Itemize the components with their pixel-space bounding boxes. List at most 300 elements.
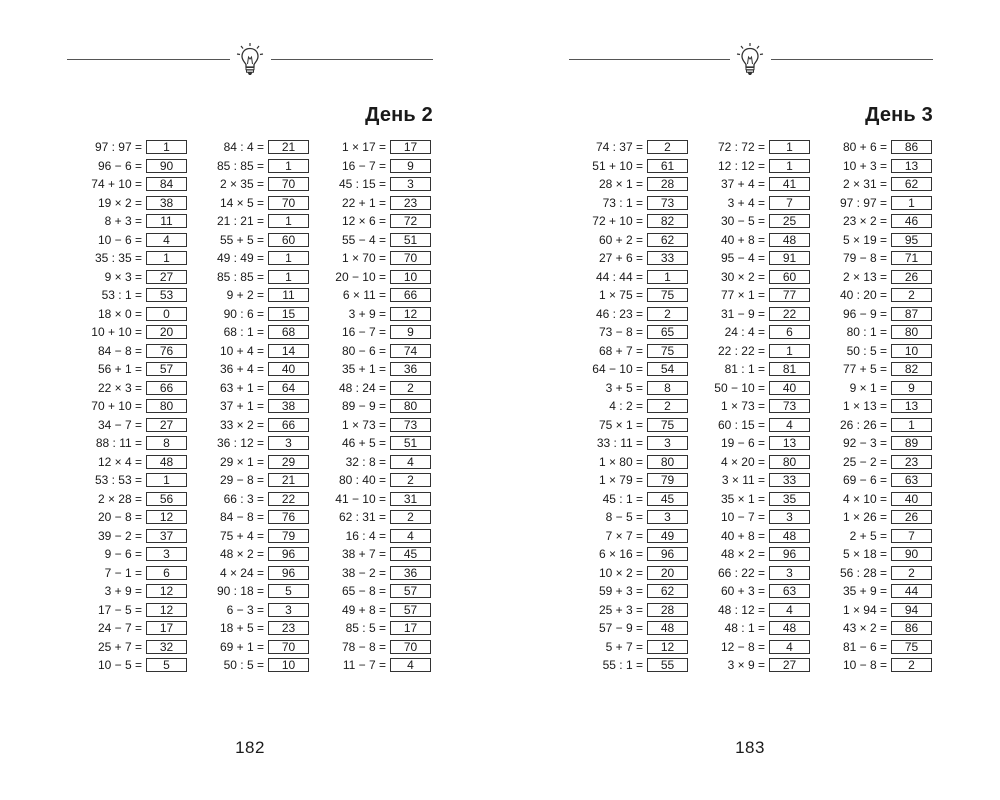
exercise-row xyxy=(679,397,810,416)
exercise-row xyxy=(56,175,187,194)
answer-box: 82 xyxy=(647,214,688,228)
exercise-expression: 84 − 8 = xyxy=(97,343,142,358)
answer-box: 77 xyxy=(769,288,810,302)
answer-box: 65 xyxy=(647,325,688,339)
answer-box: 12 xyxy=(146,584,187,598)
exercise-row xyxy=(679,268,810,287)
exercise-row xyxy=(679,342,810,361)
answer-box: 80 xyxy=(146,399,187,413)
exercise-row xyxy=(801,138,932,157)
answer-box: 13 xyxy=(769,436,810,450)
exercise-expression: 9 − 6 = xyxy=(104,547,142,562)
answer-box: 3 xyxy=(268,603,309,617)
exercise-row xyxy=(56,268,187,287)
exercise-row xyxy=(56,527,187,546)
exercise-row xyxy=(178,249,309,268)
answer-box: 1 xyxy=(769,140,810,154)
answer-box: 1 xyxy=(891,418,932,432)
answer-box: 2 xyxy=(390,473,431,487)
exercise-expression: 85 : 85 = xyxy=(216,158,264,173)
exercise-expression: 7 − 1 = xyxy=(104,565,142,580)
exercise-expression: 5 × 19 = xyxy=(842,232,887,247)
exercise-expression: 1 × 70 = xyxy=(341,251,386,266)
answer-box: 2 xyxy=(647,307,688,321)
exercise-expression: 26 : 26 = xyxy=(839,417,887,432)
exercise-row xyxy=(178,138,309,157)
exercise-expression: 1 × 73 = xyxy=(341,417,386,432)
exercise-row xyxy=(300,416,431,435)
answer-box: 3 xyxy=(769,510,810,524)
exercise-expression: 11 − 7 = xyxy=(342,658,386,673)
answer-box: 45 xyxy=(647,492,688,506)
exercise-expression: 57 − 9 = xyxy=(598,621,643,636)
answer-box: 36 xyxy=(390,362,431,376)
exercise-expression: 92 − 3 = xyxy=(842,436,887,451)
exercise-expression: 9 + 2 = xyxy=(226,288,264,303)
exercise-row xyxy=(557,619,688,638)
exercise-row xyxy=(178,360,309,379)
exercise-expression: 25 + 7 = xyxy=(97,639,142,654)
exercise-expression: 1 × 94 = xyxy=(842,602,887,617)
exercise-row xyxy=(300,379,431,398)
exercise-row xyxy=(557,323,688,342)
exercise-row xyxy=(801,508,932,527)
exercise-expression: 16 : 4 = xyxy=(345,528,386,543)
exercise-expression: 53 : 1 = xyxy=(101,288,142,303)
exercise-expression: 3 + 9 = xyxy=(348,306,386,321)
exercise-expression: 53 : 53 = xyxy=(94,473,142,488)
answer-box: 41 xyxy=(769,177,810,191)
exercise-row xyxy=(801,453,932,472)
answer-box: 2 xyxy=(647,140,688,154)
exercise-row xyxy=(801,564,932,583)
exercise-row xyxy=(679,175,810,194)
exercise-row xyxy=(56,582,187,601)
exercise-expression: 35 + 1 = xyxy=(341,362,386,377)
answer-box: 94 xyxy=(891,603,932,617)
exercise-expression: 2 × 35 = xyxy=(219,177,264,192)
exercise-expression: 51 + 10 = xyxy=(592,158,643,173)
answer-box: 11 xyxy=(268,288,309,302)
exercise-row xyxy=(801,212,932,231)
exercise-expression: 66 : 22 = xyxy=(717,565,765,580)
exercise-row xyxy=(679,508,810,527)
answer-box: 15 xyxy=(268,307,309,321)
answer-box: 44 xyxy=(891,584,932,598)
exercise-row xyxy=(178,286,309,305)
exercise-expression: 23 × 2 = xyxy=(842,214,887,229)
day-title: День 3 xyxy=(865,104,933,126)
answer-box: 36 xyxy=(390,566,431,580)
exercise-expression: 25 − 2 = xyxy=(842,454,887,469)
exercise-row xyxy=(557,453,688,472)
exercise-expression: 12 − 8 = xyxy=(720,639,765,654)
answer-box: 70 xyxy=(268,640,309,654)
exercise-expression: 56 + 1 = xyxy=(97,362,142,377)
answer-box: 40 xyxy=(769,381,810,395)
exercise-row xyxy=(679,527,810,546)
exercise-row xyxy=(178,268,309,287)
exercise-row xyxy=(178,601,309,620)
exercise-row xyxy=(801,268,932,287)
exercise-row xyxy=(801,582,932,601)
exercise-expression: 18 + 5 = xyxy=(219,621,264,636)
exercise-expression: 75 × 1 = xyxy=(598,417,643,432)
answer-box: 96 xyxy=(647,547,688,561)
answer-box: 80 xyxy=(390,399,431,413)
answer-box: 53 xyxy=(146,288,187,302)
exercise-row xyxy=(56,564,187,583)
exercise-expression: 36 : 12 = xyxy=(216,436,264,451)
exercise-row xyxy=(56,545,187,564)
answer-box: 33 xyxy=(647,251,688,265)
answer-box: 70 xyxy=(390,640,431,654)
exercise-row xyxy=(801,638,932,657)
answer-box: 75 xyxy=(647,418,688,432)
exercise-row xyxy=(300,601,431,620)
exercise-expression: 22 + 1 = xyxy=(341,195,386,210)
answer-box: 66 xyxy=(268,418,309,432)
answer-box: 90 xyxy=(146,159,187,173)
exercise-expression: 90 : 6 = xyxy=(223,306,264,321)
exercise-expression: 10 × 2 = xyxy=(598,565,643,580)
exercise-row xyxy=(801,471,932,490)
exercise-row xyxy=(801,360,932,379)
answer-box: 13 xyxy=(891,159,932,173)
exercise-row xyxy=(801,601,932,620)
exercise-expression: 85 : 5 = xyxy=(345,621,386,636)
exercise-column-2 xyxy=(679,138,810,675)
answer-box: 61 xyxy=(647,159,688,173)
exercise-row xyxy=(679,656,810,675)
exercise-row xyxy=(557,656,688,675)
answer-box: 28 xyxy=(647,603,688,617)
exercise-column-2 xyxy=(178,138,309,675)
exercise-row xyxy=(557,582,688,601)
answer-box: 3 xyxy=(647,510,688,524)
exercise-expression: 33 : 11 = xyxy=(596,436,643,451)
exercise-expression: 4 × 20 = xyxy=(720,454,765,469)
exercise-expression: 35 : 35 = xyxy=(94,251,142,266)
exercise-expression: 30 − 5 = xyxy=(720,214,765,229)
exercise-expression: 65 − 8 = xyxy=(341,584,386,599)
exercise-row xyxy=(801,619,932,638)
exercise-row xyxy=(178,305,309,324)
exercise-row xyxy=(56,342,187,361)
exercise-row xyxy=(56,157,187,176)
answer-box: 63 xyxy=(891,473,932,487)
exercise-row xyxy=(56,194,187,213)
answer-box: 40 xyxy=(268,362,309,376)
exercise-row xyxy=(56,249,187,268)
answer-box: 21 xyxy=(268,473,309,487)
exercise-row xyxy=(178,490,309,509)
exercise-expression: 1 × 75 = xyxy=(598,288,643,303)
exercise-expression: 81 : 1 = xyxy=(724,362,765,377)
answer-box: 12 xyxy=(647,640,688,654)
answer-box: 73 xyxy=(769,399,810,413)
exercise-row xyxy=(300,582,431,601)
exercise-expression: 77 × 1 = xyxy=(720,288,765,303)
exercise-row xyxy=(679,601,810,620)
answer-box: 2 xyxy=(891,566,932,580)
answer-box: 57 xyxy=(146,362,187,376)
exercise-row xyxy=(801,286,932,305)
exercise-expression: 80 + 6 = xyxy=(842,140,887,155)
answer-box: 62 xyxy=(891,177,932,191)
exercise-expression: 37 + 4 = xyxy=(720,177,765,192)
answer-box: 3 xyxy=(268,436,309,450)
exercise-row xyxy=(557,638,688,657)
exercise-row xyxy=(557,268,688,287)
exercise-row xyxy=(300,656,431,675)
answer-box: 54 xyxy=(647,362,688,376)
exercise-row xyxy=(300,527,431,546)
answer-box: 8 xyxy=(647,381,688,395)
exercise-expression: 1 × 73 = xyxy=(720,399,765,414)
answer-box: 80 xyxy=(891,325,932,339)
exercise-expression: 7 × 7 = xyxy=(605,528,643,543)
exercise-expression: 10 − 6 = xyxy=(97,232,142,247)
exercise-expression: 97 : 97 = xyxy=(94,140,142,155)
exercise-row xyxy=(178,194,309,213)
exercise-row xyxy=(56,286,187,305)
exercise-expression: 89 − 9 = xyxy=(341,399,386,414)
exercise-expression: 3 + 4 = xyxy=(727,195,765,210)
exercise-expression: 9 × 1 = xyxy=(849,380,887,395)
exercise-row xyxy=(56,601,187,620)
answer-box: 1 xyxy=(891,196,932,210)
answer-box: 3 xyxy=(390,177,431,191)
answer-box: 23 xyxy=(390,196,431,210)
answer-box: 66 xyxy=(390,288,431,302)
answer-box: 70 xyxy=(268,177,309,191)
exercise-expression: 56 : 28 = xyxy=(839,565,887,580)
exercise-expression: 28 × 1 = xyxy=(598,177,643,192)
exercise-expression: 90 : 18 = xyxy=(216,584,264,599)
answer-box: 4 xyxy=(769,640,810,654)
exercise-row xyxy=(557,601,688,620)
exercise-expression: 40 + 8 = xyxy=(720,232,765,247)
answer-box: 70 xyxy=(390,251,431,265)
exercise-expression: 1 × 79 = xyxy=(598,473,643,488)
answer-box: 9 xyxy=(390,325,431,339)
answer-box: 76 xyxy=(146,344,187,358)
exercise-row xyxy=(557,545,688,564)
exercise-expression: 3 + 5 = xyxy=(605,380,643,395)
answer-box: 13 xyxy=(891,399,932,413)
answer-box: 62 xyxy=(647,584,688,598)
exercise-expression: 37 + 1 = xyxy=(219,399,264,414)
exercise-expression: 68 + 7 = xyxy=(598,343,643,358)
answer-box: 48 xyxy=(769,233,810,247)
exercise-expression: 63 + 1 = xyxy=(219,380,264,395)
exercise-expression: 36 + 4 = xyxy=(219,362,264,377)
exercise-row xyxy=(178,545,309,564)
right-page xyxy=(500,0,1000,800)
answer-box: 35 xyxy=(769,492,810,506)
exercise-expression: 2 × 28 = xyxy=(97,491,142,506)
exercise-row xyxy=(679,323,810,342)
exercise-column-1 xyxy=(56,138,187,675)
exercise-expression: 8 − 5 = xyxy=(605,510,643,525)
answer-box: 27 xyxy=(146,418,187,432)
exercise-expression: 21 : 21 = xyxy=(216,214,264,229)
answer-box: 9 xyxy=(390,159,431,173)
answer-box: 25 xyxy=(769,214,810,228)
exercise-row xyxy=(178,231,309,250)
answer-box: 63 xyxy=(769,584,810,598)
exercise-expression: 20 − 10 = xyxy=(335,269,386,284)
answer-box: 87 xyxy=(891,307,932,321)
answer-box: 38 xyxy=(268,399,309,413)
exercise-row xyxy=(557,379,688,398)
answer-box: 21 xyxy=(268,140,309,154)
exercise-expression: 59 + 3 = xyxy=(598,584,643,599)
exercise-row xyxy=(178,379,309,398)
exercise-row xyxy=(679,231,810,250)
exercise-expression: 18 × 0 = xyxy=(97,306,142,321)
exercise-row xyxy=(557,490,688,509)
exercise-row xyxy=(557,138,688,157)
exercise-expression: 22 : 22 = xyxy=(717,343,765,358)
exercise-row xyxy=(300,453,431,472)
exercise-expression: 85 : 85 = xyxy=(216,269,264,284)
answer-box: 3 xyxy=(769,566,810,580)
exercise-expression: 19 − 6 = xyxy=(720,436,765,451)
exercise-expression: 80 − 6 = xyxy=(341,343,386,358)
answer-box: 4 xyxy=(390,658,431,672)
answer-box: 70 xyxy=(268,196,309,210)
exercise-expression: 80 : 40 = xyxy=(338,473,386,488)
exercise-expression: 1 × 13 = xyxy=(842,399,887,414)
exercise-row xyxy=(801,397,932,416)
exercise-row xyxy=(178,564,309,583)
exercise-row xyxy=(557,231,688,250)
exercise-expression: 81 − 6 = xyxy=(842,639,887,654)
exercise-expression: 33 × 2 = xyxy=(219,417,264,432)
answer-box: 96 xyxy=(769,547,810,561)
answer-box: 1 xyxy=(268,251,309,265)
answer-box: 1 xyxy=(647,270,688,284)
exercise-row xyxy=(178,582,309,601)
exercise-expression: 48 × 2 = xyxy=(219,547,264,562)
exercise-row xyxy=(300,471,431,490)
exercise-expression: 3 × 9 = xyxy=(727,658,765,673)
answer-box: 40 xyxy=(891,492,932,506)
answer-box: 80 xyxy=(647,455,688,469)
exercise-expression: 60 + 3 = xyxy=(720,584,765,599)
exercise-expression: 64 − 10 = xyxy=(592,362,643,377)
exercise-expression: 74 : 37 = xyxy=(595,140,643,155)
answer-box: 23 xyxy=(268,621,309,635)
exercise-row xyxy=(178,656,309,675)
answer-box: 11 xyxy=(146,214,187,228)
answer-box: 76 xyxy=(268,510,309,524)
exercise-row xyxy=(56,416,187,435)
exercise-expression: 30 × 2 = xyxy=(720,269,765,284)
exercise-row xyxy=(679,416,810,435)
exercise-row xyxy=(557,527,688,546)
exercise-row xyxy=(56,397,187,416)
exercise-expression: 1 × 17 = xyxy=(341,140,386,155)
answer-box: 17 xyxy=(390,140,431,154)
exercise-expression: 17 − 5 = xyxy=(97,602,142,617)
answer-box: 46 xyxy=(891,214,932,228)
exercise-row xyxy=(178,527,309,546)
exercise-expression: 12 : 12 = xyxy=(717,158,765,173)
answer-box: 62 xyxy=(647,233,688,247)
exercise-expression: 32 : 8 = xyxy=(345,454,386,469)
exercise-row xyxy=(56,619,187,638)
exercise-expression: 31 − 9 = xyxy=(720,306,765,321)
answer-box: 49 xyxy=(647,529,688,543)
exercise-row xyxy=(679,490,810,509)
exercise-expression: 48 : 12 = xyxy=(717,602,765,617)
exercise-expression: 10 − 7 = xyxy=(720,510,765,525)
exercise-expression: 75 + 4 = xyxy=(219,528,264,543)
exercise-expression: 70 + 10 = xyxy=(91,399,142,414)
answer-box: 79 xyxy=(268,529,309,543)
exercise-row xyxy=(557,360,688,379)
exercise-row xyxy=(801,194,932,213)
header-rule-left xyxy=(67,59,230,60)
exercise-expression: 72 : 72 = xyxy=(717,140,765,155)
exercise-expression: 48 : 24 = xyxy=(338,380,386,395)
exercise-expression: 45 : 15 = xyxy=(338,177,386,192)
exercise-row xyxy=(56,656,187,675)
exercise-row xyxy=(56,305,187,324)
exercise-expression: 55 : 1 = xyxy=(602,658,643,673)
answer-box: 38 xyxy=(146,196,187,210)
exercise-expression: 69 − 6 = xyxy=(842,473,887,488)
exercise-expression: 69 + 1 = xyxy=(219,639,264,654)
exercise-expression: 50 : 5 = xyxy=(223,658,264,673)
answer-box: 12 xyxy=(146,510,187,524)
answer-box: 60 xyxy=(769,270,810,284)
exercise-row xyxy=(679,434,810,453)
exercise-expression: 39 − 2 = xyxy=(97,528,142,543)
exercise-row xyxy=(178,397,309,416)
page-number: 182 xyxy=(235,738,265,757)
exercise-row xyxy=(557,175,688,194)
answer-box: 95 xyxy=(891,233,932,247)
exercise-row xyxy=(679,212,810,231)
exercise-row xyxy=(300,249,431,268)
exercise-row xyxy=(557,286,688,305)
exercise-expression: 35 + 9 = xyxy=(842,584,887,599)
answer-box: 17 xyxy=(146,621,187,635)
answer-box: 73 xyxy=(647,196,688,210)
exercise-row xyxy=(300,268,431,287)
answer-box: 1 xyxy=(769,344,810,358)
exercise-expression: 10 + 10 = xyxy=(91,325,142,340)
answer-box: 71 xyxy=(891,251,932,265)
answer-box: 32 xyxy=(146,640,187,654)
exercise-expression: 66 : 3 = xyxy=(223,491,264,506)
exercise-row xyxy=(56,508,187,527)
exercise-expression: 24 − 7 = xyxy=(97,621,142,636)
answer-box: 57 xyxy=(390,603,431,617)
exercise-row xyxy=(679,286,810,305)
exercise-expression: 72 + 10 = xyxy=(592,214,643,229)
exercise-row xyxy=(679,564,810,583)
answer-box: 27 xyxy=(769,658,810,672)
answer-box: 66 xyxy=(146,381,187,395)
answer-box: 45 xyxy=(390,547,431,561)
exercise-expression: 45 : 1 = xyxy=(602,491,643,506)
answer-box: 5 xyxy=(146,658,187,672)
